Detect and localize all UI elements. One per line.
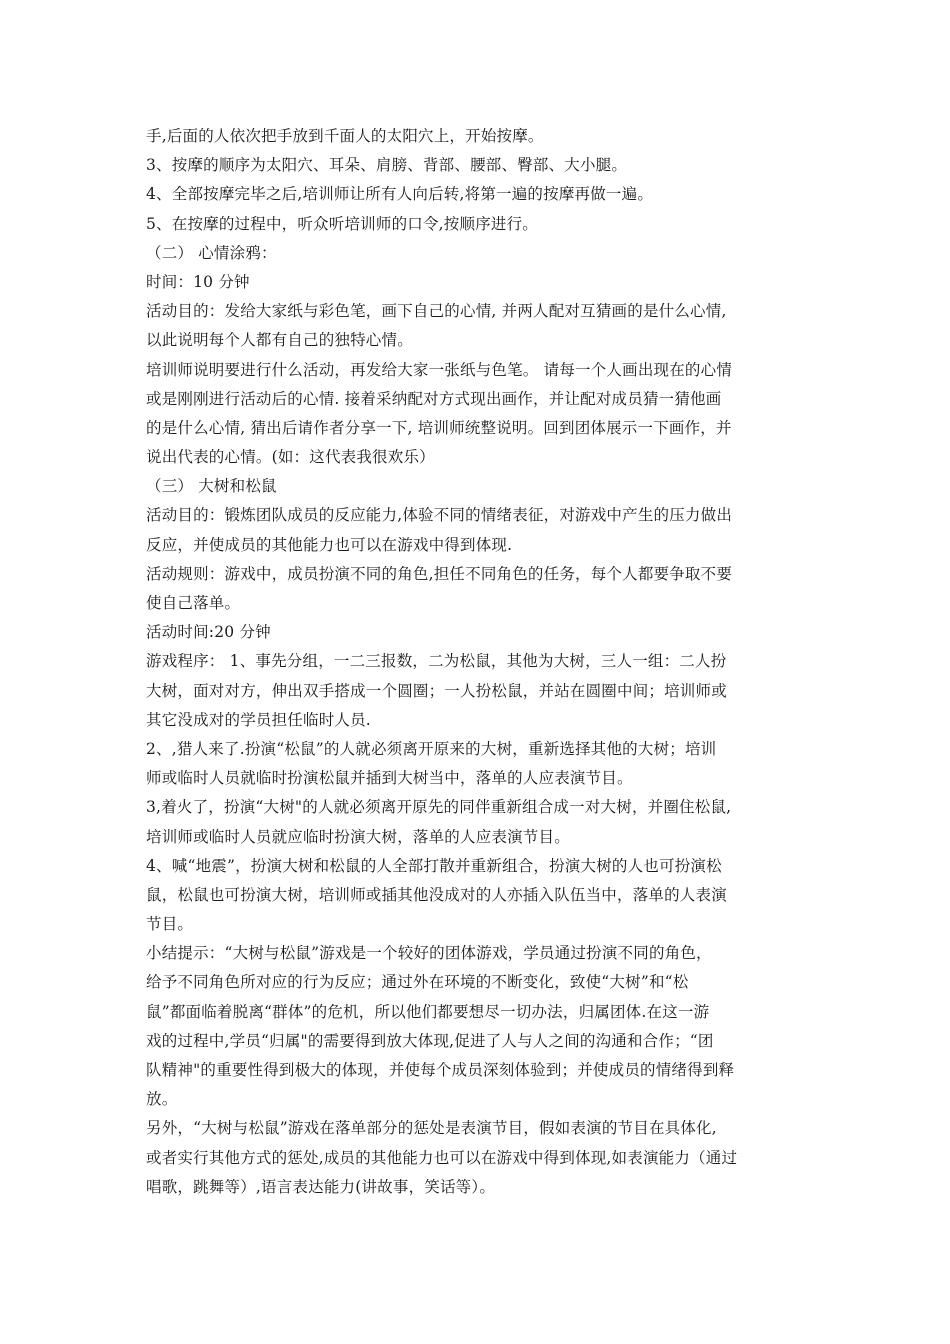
text-line: 或者实行其他方式的惩处,成员的其他能力也可以在游戏中得到体现,如表演能力（通过: [146, 1148, 738, 1167]
text-line: 节目。: [146, 915, 194, 934]
section-heading: （三） 大树和松鼠: [146, 477, 277, 496]
text-line: 3、按摩的顺序为太阳穴、耳朵、肩膀、背部、腰部、臀部、大小腿。: [146, 156, 628, 175]
text-line: 小结提示：“大树与松鼠”游戏是一个较好的团体游戏，学员通过扮演不同的角色，: [146, 944, 712, 963]
text-line: 活动规则：游戏中，成员扮演不同的角色,担任不同角色的任务，每个人都要争取不要: [146, 564, 733, 583]
text-line: 使自己落单。: [146, 594, 241, 612]
text-line: 5、在按摩的过程中，听众听培训师的口令,按顺序进行。: [146, 214, 538, 233]
section-heading: （二） 心情涂鸦：: [146, 243, 277, 262]
text-line: 鼠”都面临着脱离“群体”的危机，所以他们都要想尽一切办法，归属团体.在这一游: [146, 1002, 710, 1021]
text-line: 时间：10 分钟: [146, 272, 250, 291]
text-line: 活动目的：发给大家纸与彩色笔，画下自己的心情, 并两人配对互猜画的是什么心情,: [146, 302, 727, 321]
text-line: 反应，并使成员的其他能力也可以在游戏中得到体现.: [146, 535, 513, 554]
text-line: 唱歌，跳舞等）,语言表达能力(讲故事，笑话等）。: [146, 1177, 496, 1196]
text-line: 或是刚刚进行活动后的心情. 接着采纳配对方式现出画作，并让配对成员猜一猜他画: [146, 389, 722, 408]
text-line: 游戏程序： 1、事先分组，一二三报数，二为松鼠，其他为大树，三人一组：二人扮: [146, 652, 727, 671]
text-line: 鼠，松鼠也可扮演大树，培训师或插其他没成对的人亦插入队伍当中，落单的人表演: [146, 885, 727, 904]
text-line: 给予不同角色所对应的行为反应；通过外在环境的不断变化，致使“大树”和“松: [146, 973, 689, 992]
text-line: 说出代表的心情。(如：这代表我很欢乐）: [146, 448, 435, 467]
text-line: 培训师或临时人员就应临时扮演大树，落单的人应表演节目。: [146, 827, 570, 846]
text-line: 活动时间:20 分钟: [146, 623, 271, 642]
document-body: [146, 122, 808, 1202]
text-line: 2、,猎人来了.扮演“松鼠”的人就必须离开原来的大树，重新选择其他的大树；培训: [146, 739, 717, 758]
text-line: 大树，面对对方，伸出双手搭成一个圆圈；一人扮松鼠，并站在圆圈中间；培训师或: [146, 681, 727, 700]
text-line: 手,后面的人依次把手放到千面人的太阳穴上，开始按摩。: [146, 127, 544, 145]
text-line: 4、喊“地震”，扮演大树和松鼠的人全部打散并重新组合，扮演大树的人也可扮演松: [146, 856, 722, 875]
text-line: 培训师说明要进行什么活动，再发给大家一张纸与色笔。 请每一个人画出现在的心情: [146, 360, 733, 379]
text-line: 4、全部按摩完毕之后,培训师让所有人向后转,将第一遍的按摩再做一遍。: [146, 185, 654, 204]
text-line: 队精神"的重要性得到极大的体现，并使每个成员深刻体验到；并使成员的情绪得到释: [146, 1061, 735, 1079]
text-line: 放。: [146, 1090, 178, 1109]
text-line: 戏的过程中,学员“归属"的需要得到放大体现,促进了人与人之间的沟通和合作；“团: [146, 1031, 714, 1050]
text-line: 3,着火了，扮演“大树"的人就必须离开原先的同伴重新组合成一对大树，并圈住松鼠,: [146, 798, 732, 817]
text-line: 其它没成对的学员担任临时人员.: [146, 710, 371, 729]
text-line: 师或临时人员就临时扮演松鼠并插到大树当中，落单的人应表演节目。: [146, 769, 633, 788]
text-line: 以此说明每个人都有自己的独特心情。: [146, 331, 413, 350]
text-line: 活动目的：锻炼团队成员的反应能力,体验不同的情绪表征，对游戏中产生的压力做出: [146, 506, 733, 525]
text-line: 另外，“大树与松鼠”游戏在落单部分的惩处是表演节目，假如表演的节目在具体化,: [146, 1119, 717, 1138]
text-line: 的是什么心情, 猜出后请作者分享一下, 培训师统整说明。回到团体展示一下画作，并: [146, 418, 732, 437]
